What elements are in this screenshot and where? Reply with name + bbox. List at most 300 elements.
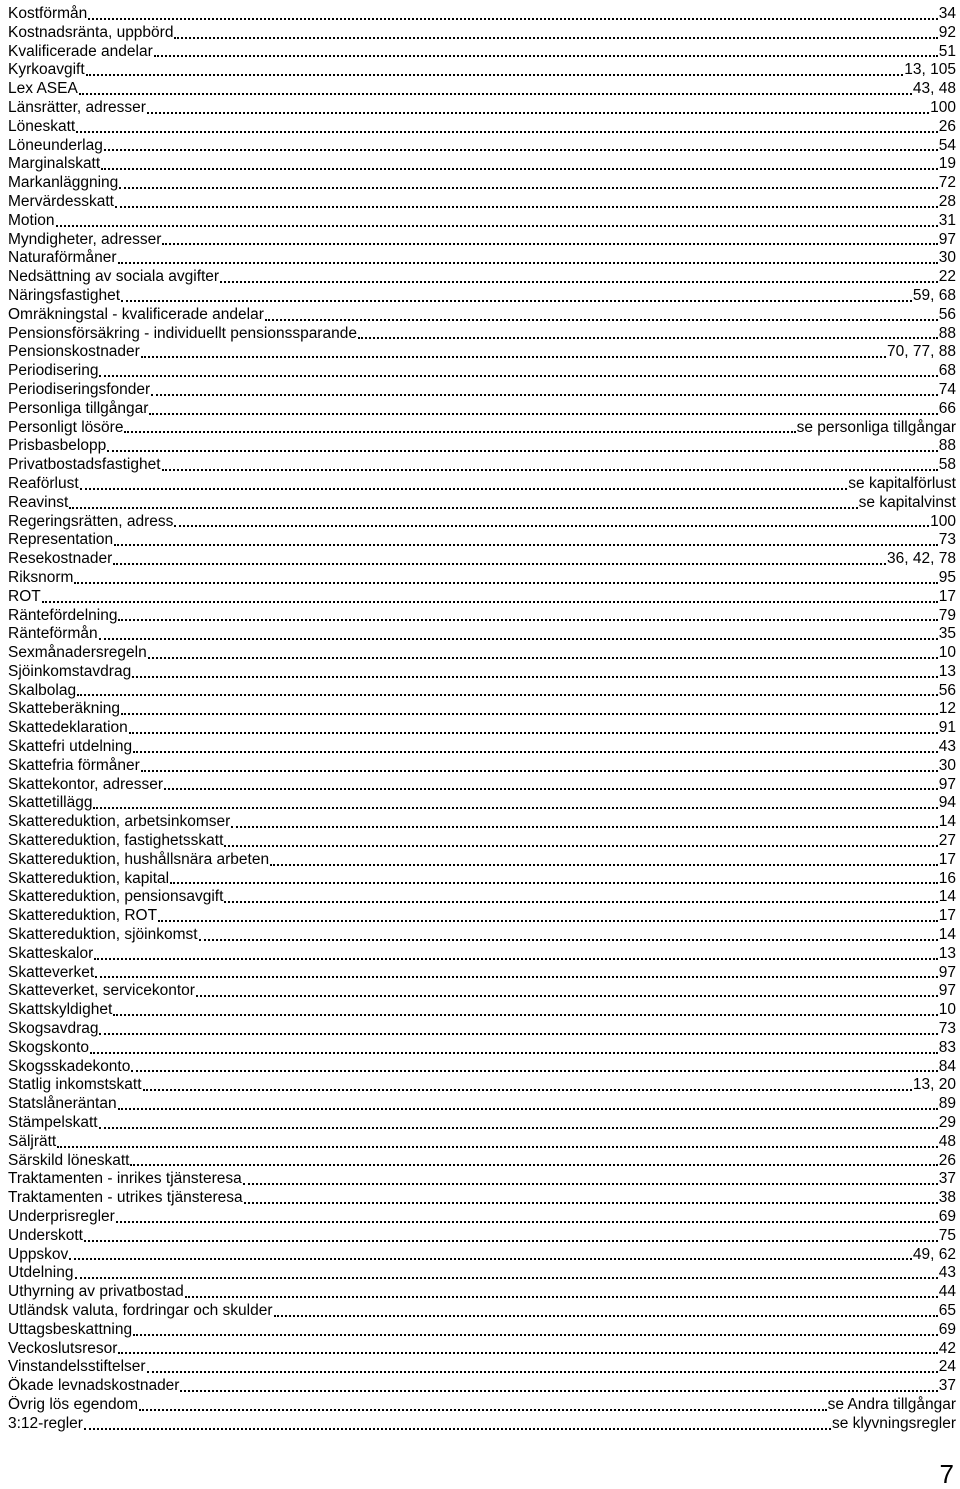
dot-leader	[118, 262, 938, 264]
index-entry	[8, 325, 956, 344]
index-entry	[8, 306, 956, 325]
dot-leader	[113, 1014, 938, 1016]
index-pages: 56	[938, 305, 956, 323]
index-entry	[8, 1039, 956, 1058]
index-pages: 70, 77, 88	[887, 343, 956, 361]
index-entry	[8, 1152, 956, 1171]
index-entry	[8, 663, 956, 682]
index-pages: 13, 105	[904, 61, 956, 79]
index-entry	[8, 813, 956, 832]
index-term: Skatteberäkning	[8, 700, 121, 718]
index-pages: 97	[938, 963, 956, 981]
dot-leader	[95, 976, 938, 978]
index-pages: 24	[938, 1358, 956, 1376]
dot-leader	[129, 732, 938, 734]
index-term: Skattefri utdelning	[8, 738, 133, 756]
index-term: Personligt lösöre	[8, 418, 124, 436]
index-term: Kostförmån	[8, 5, 88, 22]
index-entry	[8, 738, 956, 757]
index-entry	[8, 24, 956, 43]
index-term: Särskild löneskatt	[8, 1151, 130, 1169]
index-entry	[8, 945, 956, 964]
index-term: Representation	[8, 531, 114, 549]
dot-leader	[121, 713, 938, 715]
index-term: Skatteverket, servicekontor	[8, 982, 195, 1000]
index-pages: 91	[938, 719, 956, 737]
index-entry	[8, 531, 956, 550]
index-entry	[8, 475, 956, 494]
page-number: 7	[939, 1459, 954, 1489]
index-entry	[8, 926, 956, 945]
index-term: Skatteskalor	[8, 944, 94, 962]
index-term: Traktamenten - utrikes tjänsteresa	[8, 1189, 243, 1207]
index-entry	[8, 155, 956, 174]
index-entry	[8, 1189, 956, 1208]
index-term: Skattefria förmåner	[8, 756, 140, 774]
dot-leader	[270, 864, 938, 866]
index-entry	[8, 569, 956, 588]
index-pages: 94	[938, 794, 956, 812]
dot-leader	[113, 563, 886, 565]
dot-leader	[99, 1127, 938, 1129]
index-entry	[8, 1095, 956, 1114]
index-entry	[8, 231, 956, 250]
index-entry	[8, 343, 956, 362]
index-term: Skattedeklaration	[8, 719, 128, 737]
dot-leader	[93, 807, 937, 809]
dot-leader	[151, 394, 938, 396]
index-term: Reavinst	[8, 493, 69, 511]
index-pages: 58	[938, 456, 956, 474]
dot-leader	[84, 1240, 938, 1242]
index-entry	[8, 982, 956, 1001]
index-entry	[8, 1133, 956, 1152]
dot-leader	[124, 431, 795, 433]
index-pages: 51	[938, 42, 956, 60]
index-term: Utdelning	[8, 1264, 74, 1282]
index-term: Statslåneräntan	[8, 1095, 117, 1113]
index-term: 3:12-regler	[8, 1414, 83, 1432]
index-term: Näringsfastighet	[8, 286, 121, 304]
index-term: ROT	[8, 587, 41, 605]
dot-leader	[164, 788, 938, 790]
index-entry	[8, 456, 956, 475]
index-entry	[8, 1058, 956, 1077]
index-term: Utländsk valuta, fordringar och skulder	[8, 1301, 273, 1319]
index-entry	[8, 1415, 956, 1434]
index-term: Privatbostadsfastighet	[8, 456, 161, 474]
index-pages: 17	[938, 907, 956, 925]
index-pages: 13	[938, 662, 956, 680]
dot-leader	[133, 1334, 938, 1336]
index-term: Lex ASEA	[8, 80, 78, 98]
index-pages: 29	[938, 1114, 956, 1132]
dot-leader	[199, 939, 938, 941]
index-entry	[8, 832, 956, 851]
index-term: Uttagsbeskattning	[8, 1320, 133, 1338]
dot-leader	[107, 450, 938, 452]
index-term: Underprisregler	[8, 1208, 115, 1225]
index-entry	[8, 437, 956, 456]
index-entry	[8, 494, 956, 513]
index-pages: 75	[938, 1226, 956, 1244]
dot-leader	[143, 1089, 912, 1091]
index-entry	[8, 1377, 956, 1396]
index-entry	[8, 400, 956, 419]
index-term: Räntefördelning	[8, 606, 118, 624]
index-term: Skalbolag	[8, 681, 77, 699]
dot-leader	[130, 1164, 937, 1166]
index-term: Säljrätt	[8, 1132, 57, 1150]
index-term: Kyrkoavgift	[8, 61, 85, 79]
index-pages: 84	[938, 1057, 956, 1075]
index-pages: 42	[938, 1339, 956, 1357]
index-term: Skattetillägg	[8, 794, 93, 812]
index-pages: 14	[938, 926, 956, 944]
index-term: Ränteförmån	[8, 625, 98, 643]
index-pages: se Andra tillgångar	[827, 1395, 956, 1413]
index-pages: 43, 48	[912, 80, 956, 98]
index-pages: 56	[938, 681, 956, 699]
dot-leader	[174, 37, 937, 39]
index-entry	[8, 776, 956, 795]
index-pages: 100	[930, 98, 956, 116]
dot-leader	[174, 525, 929, 527]
index-pages: 19	[938, 155, 956, 173]
index-pages: 65	[938, 1301, 956, 1319]
index-entry	[8, 1358, 956, 1377]
index-entry	[8, 1264, 956, 1283]
dot-leader	[170, 882, 938, 884]
dot-leader	[42, 601, 938, 603]
dot-leader	[244, 1202, 938, 1204]
index-entry	[8, 61, 956, 80]
index-term: Regeringsrätten, adress	[8, 512, 174, 530]
index-pages: 66	[938, 399, 956, 417]
index-term: Skatteverket	[8, 963, 95, 981]
index-entry	[8, 1170, 956, 1189]
index-term: Skattereduktion, kapital	[8, 869, 170, 887]
dot-leader	[158, 920, 938, 922]
index-pages: 30	[938, 756, 956, 774]
dot-leader	[139, 1409, 827, 1411]
index-pages: 43	[938, 738, 956, 756]
index-term: Skattereduktion, arbetsinkomser	[8, 813, 231, 831]
index-term: Löneunderlag	[8, 136, 103, 154]
index-entry	[8, 419, 956, 438]
dot-leader	[141, 356, 886, 358]
index-term: Uthyrning av privatbostad	[8, 1283, 184, 1301]
index-pages: 30	[938, 249, 956, 267]
index-term: Nedsättning av sociala avgifter	[8, 268, 220, 286]
index-term: Motion	[8, 211, 55, 229]
index-pages: 28	[938, 192, 956, 210]
index-pages: 97	[938, 775, 956, 793]
index-term: Löneskatt	[8, 117, 76, 135]
index-entry	[8, 249, 956, 268]
index-term: Prisbasbelopp	[8, 437, 107, 455]
dot-leader	[274, 1315, 938, 1317]
index-term: Skogsavdrag	[8, 1020, 99, 1038]
index-term: Skogsskadekonto	[8, 1057, 131, 1075]
index-entry	[8, 212, 956, 231]
dot-leader	[99, 1033, 937, 1035]
index-entry	[8, 268, 956, 287]
index-term: Myndigheter, adresser	[8, 230, 162, 248]
index-term: Markanläggning	[8, 174, 119, 192]
dot-leader	[265, 319, 938, 321]
index-entry	[8, 625, 956, 644]
dot-leader	[99, 638, 938, 640]
index-pages: 17	[938, 587, 956, 605]
index-pages: 100	[930, 512, 956, 530]
index-pages: se klyvningsregler	[831, 1414, 956, 1432]
index-pages: 44	[938, 1283, 956, 1301]
dot-leader	[86, 74, 904, 76]
dot-leader	[84, 1428, 831, 1430]
index-term: Sexmånadersregeln	[8, 644, 147, 662]
index-pages: se kapitalförlust	[848, 474, 956, 492]
index-term: Skattskyldighet	[8, 1001, 113, 1019]
dot-leader	[243, 1183, 938, 1185]
dot-leader	[121, 300, 912, 302]
index-entry	[8, 851, 956, 870]
index-term: Naturaförmåner	[8, 249, 117, 267]
dot-leader	[231, 826, 937, 828]
dot-leader	[149, 413, 937, 415]
index-pages: 97	[938, 230, 956, 248]
dot-leader	[75, 1277, 938, 1279]
index-pages: 10	[938, 1001, 956, 1019]
index-entry	[8, 193, 956, 212]
dot-leader	[69, 507, 857, 509]
dot-leader	[101, 168, 938, 170]
dot-leader	[147, 1371, 938, 1373]
index-pages: 10	[938, 644, 956, 662]
dot-leader	[118, 619, 937, 621]
index-entry	[8, 1340, 956, 1359]
index-term: Pensionskostnader	[8, 343, 140, 361]
index-entry	[8, 1321, 956, 1340]
index-entry	[8, 381, 956, 400]
index-entry	[8, 99, 956, 118]
index-term: Ökade levnadskostnader	[8, 1377, 180, 1395]
index-entry	[8, 550, 956, 569]
index-term: Länsrätter, adresser	[8, 98, 146, 116]
dot-leader	[154, 55, 938, 57]
dot-leader	[185, 1296, 938, 1298]
index-pages: 35	[938, 625, 956, 643]
index-term: Periodiseringsfonder	[8, 380, 151, 398]
index-term: Traktamenten - inrikes tjänsteresa	[8, 1170, 242, 1188]
index-pages: 79	[938, 606, 956, 624]
dot-leader	[99, 375, 937, 377]
index-entry	[8, 888, 956, 907]
dot-leader	[131, 1070, 937, 1072]
index-term: Stämpelskatt	[8, 1114, 98, 1132]
index-term: Marginalskatt	[8, 155, 101, 173]
index-pages: 14	[938, 888, 956, 906]
index-pages: 69	[938, 1208, 956, 1225]
dot-leader	[147, 112, 929, 114]
dot-leader	[133, 751, 938, 753]
index-entry	[8, 794, 956, 813]
index-pages: 27	[938, 832, 956, 850]
index-pages: 13	[938, 944, 956, 962]
dot-leader	[77, 694, 938, 696]
index-entry	[8, 644, 956, 663]
index-term: Resekostnader	[8, 550, 113, 568]
index-pages: 68	[938, 362, 956, 380]
index-pages: 38	[938, 1189, 956, 1207]
index-entry	[8, 1246, 956, 1265]
dot-leader	[141, 770, 938, 772]
dot-leader	[90, 1052, 938, 1054]
index-pages: 22	[938, 268, 956, 286]
index-pages: 73	[938, 1020, 956, 1038]
index-entry	[8, 1208, 956, 1227]
index-pages: 59, 68	[912, 286, 956, 304]
index-term: Skattereduktion, sjöinkomst	[8, 926, 198, 944]
index-term: Veckoslutsresor	[8, 1339, 118, 1357]
index-pages: 88	[938, 324, 956, 342]
index-pages: 97	[938, 982, 956, 1000]
dot-leader	[162, 243, 937, 245]
index-entry	[8, 700, 956, 719]
dot-leader	[220, 281, 938, 283]
dot-leader	[118, 1108, 938, 1110]
dot-leader	[74, 582, 937, 584]
index-entry	[8, 907, 956, 926]
index-term: Pensionsförsäkring - individuellt pensionssparande	[8, 324, 357, 342]
index-entry	[8, 513, 956, 532]
index-term: Underskott	[8, 1226, 83, 1244]
index-entry	[8, 174, 956, 193]
index-entry	[8, 43, 956, 62]
index-entry	[8, 287, 956, 306]
index-entry	[8, 1283, 956, 1302]
index-pages: 12	[938, 700, 956, 718]
index-pages: se kapitalvinst	[858, 493, 956, 511]
index-pages: 37	[938, 1170, 956, 1188]
dot-leader	[114, 544, 938, 546]
index-entry	[8, 682, 956, 701]
index-pages: 26	[938, 117, 956, 135]
index-term: Skattereduktion, hushållsnära arbeten	[8, 850, 270, 868]
index-entry	[8, 1020, 956, 1039]
index-entry	[8, 870, 956, 889]
dot-leader	[196, 995, 938, 997]
index-pages: 89	[938, 1095, 956, 1113]
index-term: Skattekontor, adresser	[8, 775, 164, 793]
index-entry	[8, 607, 956, 626]
index-pages: 48	[938, 1132, 956, 1150]
index-term: Skattereduktion, pensionsavgift	[8, 888, 224, 906]
dot-leader	[118, 1352, 937, 1354]
index-term: Mervärdesskatt	[8, 192, 114, 210]
index-term: Periodisering	[8, 362, 99, 380]
dot-leader	[224, 901, 937, 903]
index-term: Kvalificerade andelar	[8, 42, 153, 60]
index-entry	[8, 5, 956, 24]
index-term: Vinstandelsstiftelser	[8, 1358, 146, 1376]
index-pages: 73	[938, 531, 956, 549]
index-pages: 14	[938, 813, 956, 831]
dot-leader	[358, 337, 938, 339]
index-list	[8, 5, 956, 1434]
index-entry	[8, 588, 956, 607]
index-entry	[8, 1076, 956, 1095]
index-pages: 36, 42, 78	[887, 550, 956, 568]
index-pages: 74	[938, 380, 956, 398]
index-term: Statlig inkomstskatt	[8, 1076, 142, 1094]
index-pages: se personliga tillgångar	[796, 418, 956, 436]
index-pages: 49, 62	[912, 1245, 956, 1263]
dot-leader	[132, 676, 938, 678]
index-term: Kostnadsränta, uppbörd	[8, 23, 174, 41]
index-pages: 34	[938, 5, 956, 22]
dot-leader	[80, 488, 848, 490]
index-term: Riksnorm	[8, 568, 74, 586]
index-entry	[8, 80, 956, 99]
dot-leader	[79, 93, 912, 95]
dot-leader	[224, 845, 937, 847]
index-term: Uppskov	[8, 1245, 69, 1263]
index-term: Skogskonto	[8, 1038, 89, 1056]
index-entry	[8, 964, 956, 983]
index-entry	[8, 1302, 956, 1321]
index-term: Skattereduktion, ROT	[8, 907, 158, 925]
index-term: Reaförlust	[8, 474, 79, 492]
dot-leader	[76, 131, 938, 133]
index-term: Sjöinkomstavdrag	[8, 662, 132, 680]
index-entry	[8, 118, 956, 137]
dot-leader	[57, 1146, 938, 1148]
dot-leader	[180, 1390, 937, 1392]
index-pages: 17	[938, 850, 956, 868]
index-pages: 13, 20	[912, 1076, 956, 1094]
index-pages: 26	[938, 1151, 956, 1169]
index-term: Skattereduktion, fastighetsskatt	[8, 832, 224, 850]
dot-leader	[162, 469, 938, 471]
dot-leader	[119, 187, 937, 189]
index-entry	[8, 1227, 956, 1246]
index-pages: 88	[938, 437, 956, 455]
dot-leader	[148, 657, 938, 659]
index-pages: 69	[938, 1320, 956, 1338]
index-pages: 37	[938, 1377, 956, 1395]
dot-leader	[94, 958, 937, 960]
index-entry	[8, 1114, 956, 1133]
dot-leader	[104, 149, 938, 151]
index-pages: 95	[938, 568, 956, 586]
index-pages: 92	[938, 23, 956, 41]
index-entry	[8, 362, 956, 381]
dot-leader	[56, 225, 938, 227]
index-pages: 43	[938, 1264, 956, 1282]
index-term: Personliga tillgångar	[8, 399, 149, 417]
index-term: Omräkningstal - kvalificerade andelar	[8, 305, 264, 323]
dot-leader	[69, 1258, 912, 1260]
index-pages: 83	[938, 1038, 956, 1056]
index-term: Övrig lös egendom	[8, 1395, 139, 1413]
dot-leader	[116, 1221, 938, 1223]
index-pages: 16	[938, 869, 956, 887]
index-entry	[8, 719, 956, 738]
index-entry	[8, 1396, 956, 1415]
index-pages: 54	[938, 136, 956, 154]
index-entry	[8, 757, 956, 776]
